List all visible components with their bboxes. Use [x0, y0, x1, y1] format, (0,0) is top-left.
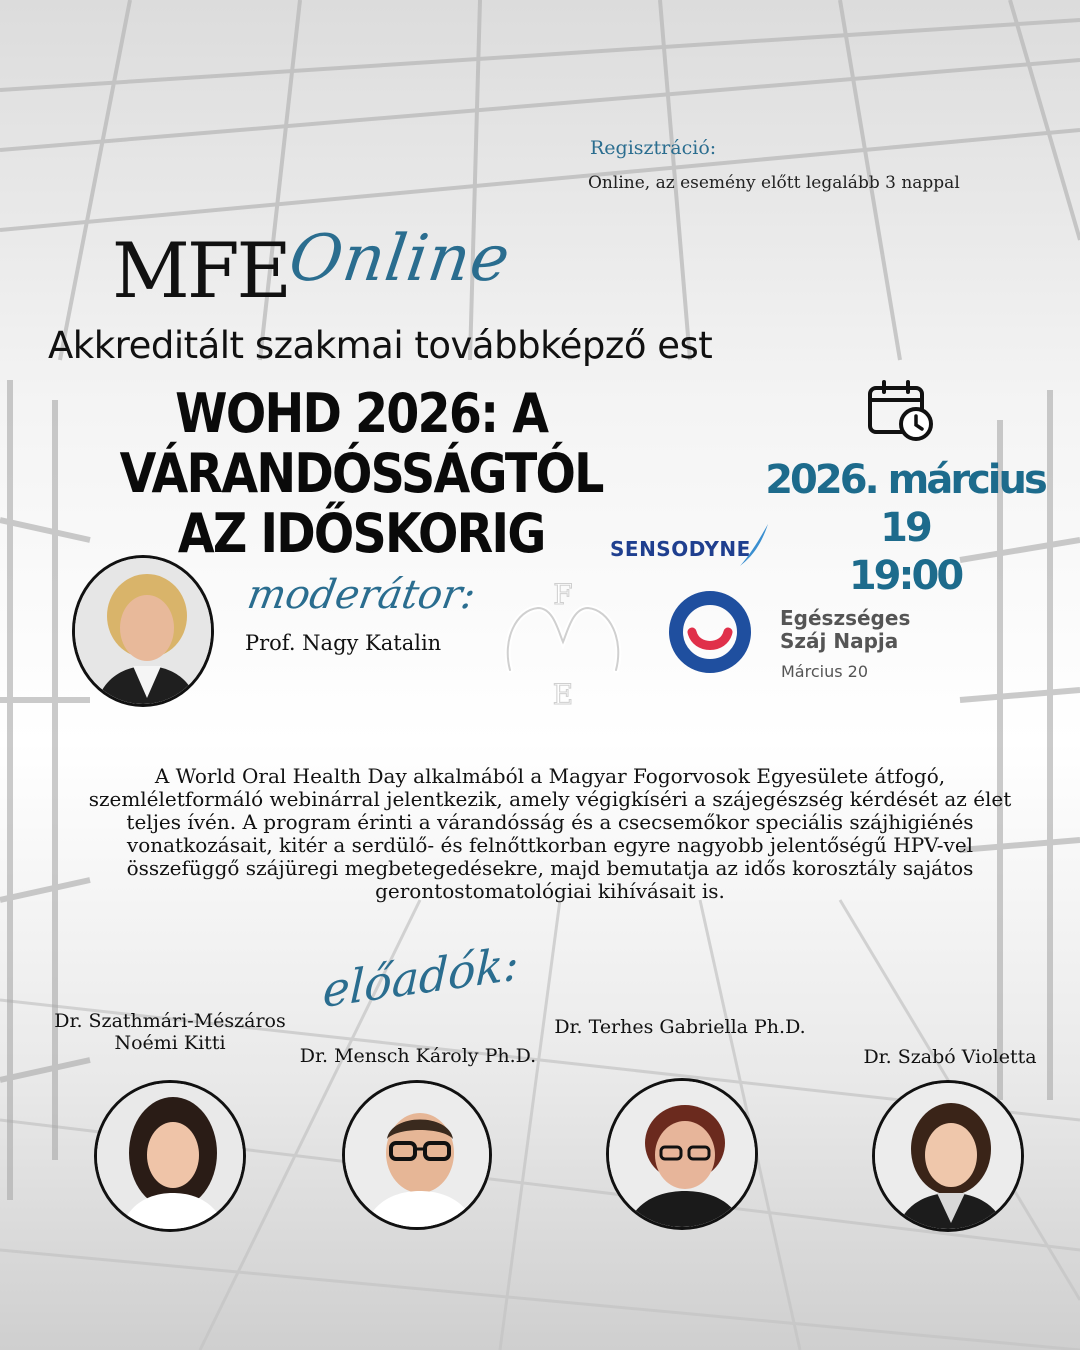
presenter-1-name [30, 1010, 310, 1054]
ohd-logo-text [780, 607, 910, 653]
ohd-logo-icon [664, 590, 756, 674]
presenter-3-photo [606, 1078, 758, 1230]
mfe-letter-f: F [553, 580, 573, 611]
presenter-1-name-line1: Dr. Szathmári-Mészáros [54, 1010, 286, 1032]
presenter-4-portrait [875, 1083, 1024, 1232]
presenter-1-photo [94, 1080, 246, 1232]
event-time: 19:00 [848, 553, 962, 599]
presenter-4-photo [872, 1080, 1024, 1232]
event-subtitle: Akkreditált szakmai továbbképző est [48, 324, 713, 367]
sensodyne-logo-text: SENSODYNE [610, 537, 751, 561]
ohd-date: Március 20 [781, 662, 868, 681]
moderator-portrait [75, 558, 214, 707]
presenter-2-name: Dr. Mensch Károly Ph.D. [299, 1045, 537, 1067]
event-description: A World Oral Health Day alkalmából a Magyar Fogorvosok Egyesülete átfogó, szemléletformáló webinárral jelentkezik, amely végigkíséri a szájegészség kérdését az élet teljes ívén. A program érinti a várandósság és a csecsemőkor speciális szájhigiénés vonatkozásait, kitér a serdülő- és felnőttkorban egyre nagyobb jelentőségű HPV-vel összefüggő szájüregi megbetegedésekre, majd bemutatja az idős korosztály sajátos gerontostomatológiai kihívásait is. [88, 764, 1012, 903]
event-title-line2: AZ IDŐSKORIG [177, 502, 545, 565]
presenter-4-name: Dr. Szabó Violetta [863, 1046, 1037, 1068]
presenter-1-portrait [97, 1083, 246, 1232]
event-date: 2026. március 19 [765, 457, 1045, 551]
registration-text: Online, az esemény előtt legalább 3 nappal [588, 173, 960, 193]
event-title-line1: WOHD 2026: A VÁRANDÓSSÁGTÓL [119, 382, 603, 505]
event-datetime [760, 456, 1050, 600]
moderator-label: moderátor: [243, 572, 480, 618]
mfe-monogram-logo [498, 580, 628, 710]
ohd-line2: Száj Napja [780, 629, 899, 653]
calendar-clock-icon [866, 380, 936, 442]
presenter-2-photo [342, 1080, 492, 1230]
ohd-line1: Egészséges [780, 606, 911, 630]
registration-label: Regisztráció: [590, 137, 717, 159]
presenter-2-portrait [345, 1083, 492, 1230]
moderator-name: Prof. Nagy Katalin [245, 631, 442, 655]
event-title [40, 384, 682, 564]
brand-mfe: MFE [112, 226, 290, 315]
sensodyne-swoosh-icon [738, 522, 772, 570]
moderator-photo [72, 555, 214, 707]
presenter-3-name: Dr. Terhes Gabriella Ph.D. [554, 1016, 806, 1038]
brand-online: Online [284, 222, 515, 296]
mfe-letter-e: E [552, 678, 574, 710]
presenters-label: előadók: [322, 935, 520, 1019]
presenter-1-name-line2: Noémi Kitti [114, 1032, 226, 1054]
presenter-3-portrait [609, 1081, 758, 1230]
